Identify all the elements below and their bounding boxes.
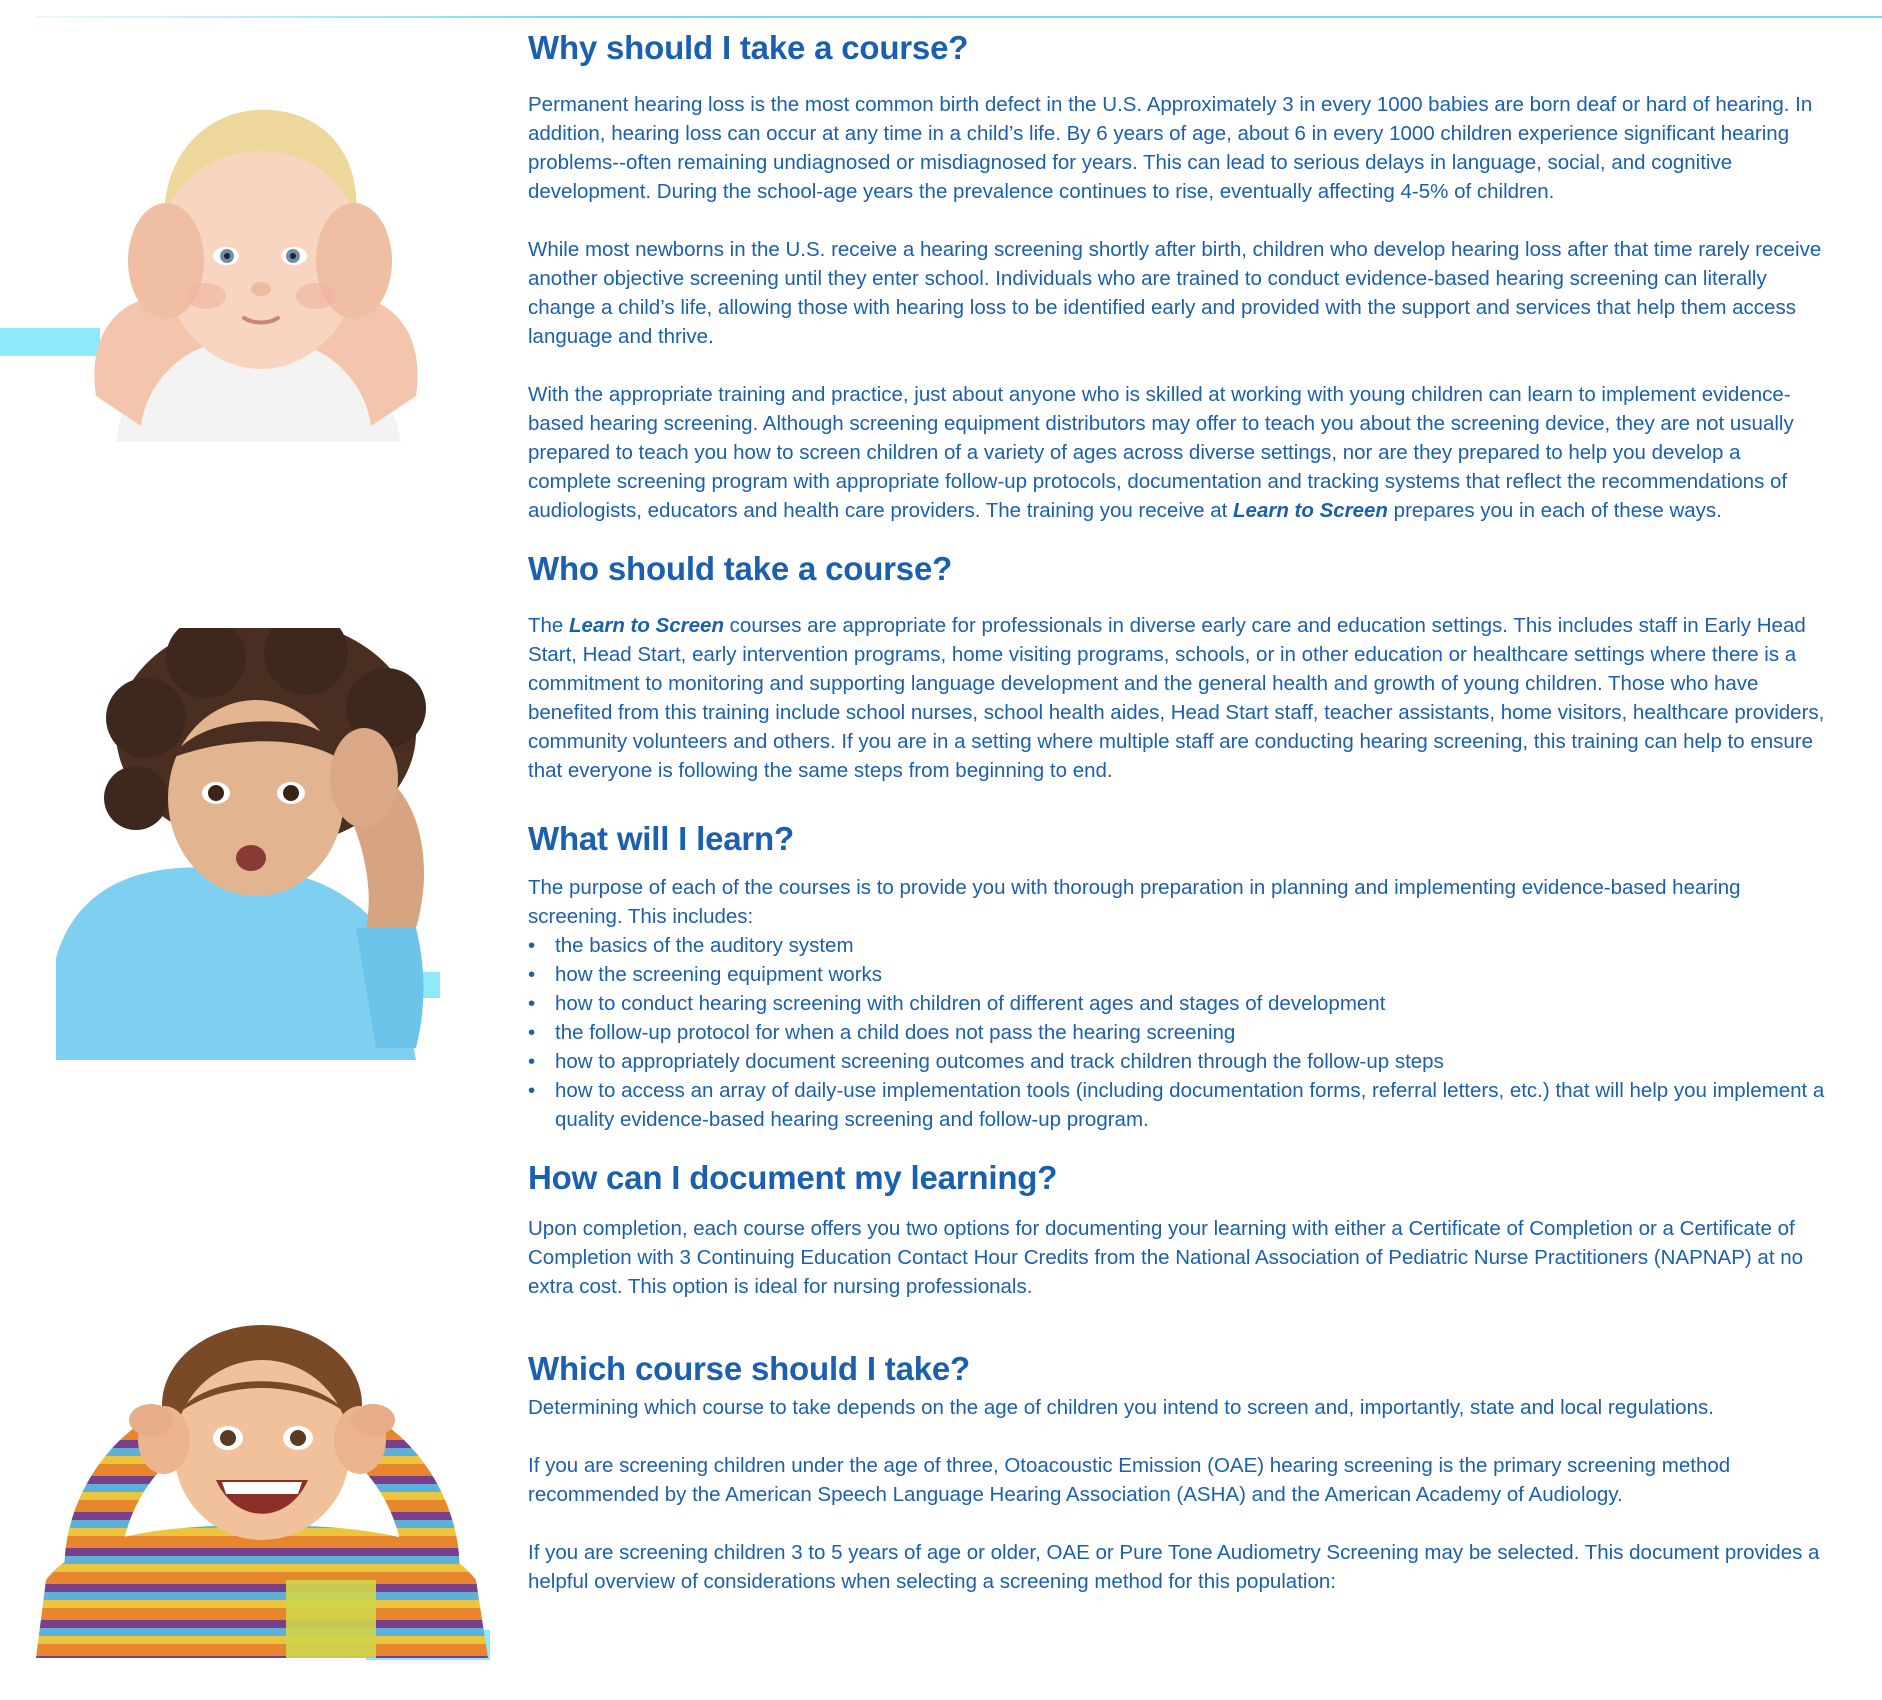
heading-how: How can I document my learning? <box>528 1159 1058 1196</box>
heading-what: What will I learn? <box>528 820 794 857</box>
list-item: • how the screening equipment works <box>528 963 883 986</box>
who-paragraph-1: The Learn to Screen courses are appropriate for professionals in diverse early care and education settings. This includes staff in Early Head Start, Head Start, early intervention programs, home visiting programs, schools, or in other education or healthcare settings where there is a commitment to monitoring and supporting language development and the general health and growth of young children. Those who have benefited from this training include school nurses, school health aides, Head Start staff, teacher assistants, home visitors, healthcare providers, community volunteers and others. If you are in a setting where multiple staff are conducting hearing screening, this training can help to ensure that everyone is following the same steps from beginning to end. <box>528 614 1825 782</box>
learning-list <box>528 931 1828 1134</box>
heading-who: Who should take a course? <box>528 550 953 587</box>
baby-covering-ears-photo <box>56 96 456 442</box>
why-paragraph-2: While most newborns in the U.S. receive a hearing screening shortly after birth, children who develop hearing loss after that time rarely receive another objective screening until they enter school. Individuals who are trained to conduct evidence-based hearing screening can literally change a child’s life, allowing those with hearing loss to be identified early and provided with the support and services that help them access language and thrive. <box>528 238 1822 348</box>
heading-why: Why should I take a course? <box>528 29 969 66</box>
learn-to-screen-emphasis: Learn to Screen <box>569 614 724 637</box>
how-paragraph-1: Upon completion, each course offers you two options for documenting your learning with either a Certificate of Completion or a Certificate of Completion with 3 Continuing Education Contact Hour Credits from the National Association of Pediatric Nurse Practitioners (NAPNAP) at no extra cost. This option is ideal for nursing professionals. <box>528 1217 1804 1298</box>
section-which <box>528 1345 1828 1596</box>
list-item: • how to access an array of daily-use implementation tools (including documentation forms, referral letters, etc.) that will help you implement a quality evidence-based hearing screening and follow-up program. <box>528 1079 1825 1131</box>
section-why <box>528 24 1828 525</box>
which-paragraph-2: If you are screening children under the age of three, Otoacoustic Emission (OAE) hearing screening is the primary screening method recommended by the American Speech Language Hearing Association (ASHA) and the American Academy of Audiology. <box>528 1454 1731 1506</box>
list-item: • the follow-up protocol for when a child does not pass the hearing screening <box>528 1021 1236 1044</box>
section-who <box>528 545 1828 785</box>
top-divider <box>36 16 1882 18</box>
boy-listening-photo <box>56 628 516 1060</box>
what-intro: The purpose of each of the courses is to provide you with thorough preparation in planning and implementing evidence-based hearing screening. This includes: <box>528 876 1741 928</box>
section-what <box>528 815 1828 1134</box>
why-paragraph-3: With the appropriate training and practice, just about anyone who is skilled at working with young children can learn to implement evidence-based hearing screening. Although screening equipment distributors may offer to teach you about the screening device, they are not usually prepared to teach you how to screen children of a variety of ages across diverse settings, nor are they prepared to help you develop a complete screening program with appropriate follow-up protocols, documentation and tracking systems that reflect the recommendations of audiologists, educators and health care providers. The training you receive at Learn to Screen prepares you in each of these ways. <box>528 383 1794 522</box>
list-item: • how to conduct hearing screening with children of different ages and stages of development <box>528 992 1386 1015</box>
heading-which: Which course should I take? <box>528 1350 971 1387</box>
list-item: • how to appropriately document screening outcomes and track children through the follow-up steps <box>528 1050 1444 1073</box>
main-content <box>528 24 1828 1596</box>
which-paragraph-1: Determining which course to take depends on the age of children you intend to screen and, importantly, state and local regulations. <box>528 1396 1714 1419</box>
boy-pulling-ears-photo <box>36 1320 488 1658</box>
which-paragraph-3: If you are screening children 3 to 5 years of age or older, OAE or Pure Tone Audiometry Screening may be selected. This document provides a helpful overview of considerations when selecting a screening method for this population: <box>528 1541 1820 1593</box>
learn-to-screen-emphasis: Learn to Screen <box>1233 499 1388 522</box>
why-paragraph-1: Permanent hearing loss is the most common birth defect in the U.S. Approximately 3 in every 1000 babies are born deaf or hard of hearing. In addition, hearing loss can occur at any time in a child’s life. By 6 years of age, about 6 in every 1000 children experience significant hearing problems--often remaining undiagnosed or misdiagnosed for years. This can lead to serious delays in language, social, and cognitive development. During the school-age years the prevalence continues to rise, eventually affecting 4-5% of children. <box>528 93 1813 203</box>
list-item: • the basics of the auditory system <box>528 934 854 957</box>
section-how <box>528 1154 1828 1301</box>
